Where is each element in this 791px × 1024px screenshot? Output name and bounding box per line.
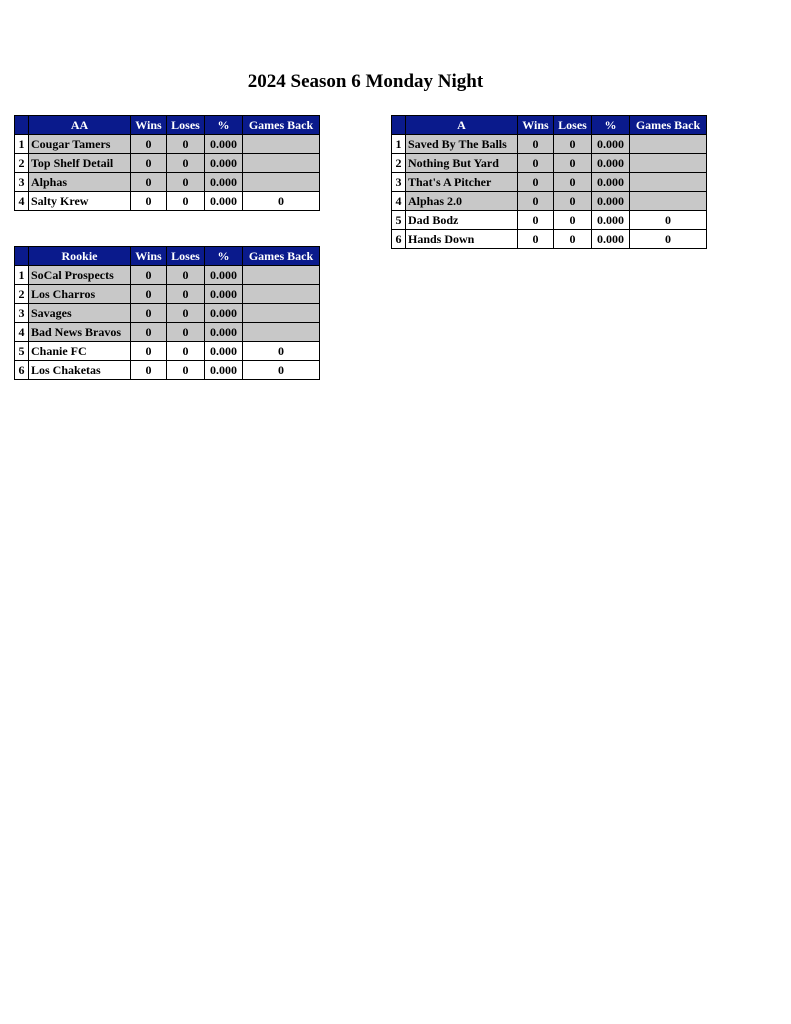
division-name: AA [29,116,131,135]
table-row [392,230,707,249]
pct-header: % [205,116,243,135]
loses-value: 0 [554,192,592,211]
table-row [392,211,707,230]
rank-cell: 3 [392,173,406,192]
pct-header: % [205,247,243,266]
pct-value: 0.000 [205,304,243,323]
team-name: Chanie FC [29,342,131,361]
wins-header: Wins [131,116,167,135]
team-name: Alphas 2.0 [406,192,518,211]
rank-cell: 4 [15,192,29,211]
rank-cell: 1 [15,135,29,154]
wins-value: 0 [518,211,554,230]
table-row [15,285,320,304]
rank-cell: 4 [15,323,29,342]
loses-value: 0 [554,135,592,154]
pct-value: 0.000 [205,173,243,192]
pct-value: 0.000 [205,323,243,342]
games-back-value [243,266,320,285]
loses-header: Loses [554,116,592,135]
table-row [15,173,320,192]
rank-header [15,116,29,135]
loses-value: 0 [167,361,205,380]
team-name: Salty Krew [29,192,131,211]
rank-cell: 2 [15,285,29,304]
table-header-row [392,116,707,135]
loses-header: Loses [167,116,205,135]
team-name: Nothing But Yard [406,154,518,173]
wins-value: 0 [518,173,554,192]
table-row [392,173,707,192]
team-name: Savages [29,304,131,323]
table-header-row [15,116,320,135]
pct-value: 0.000 [592,154,630,173]
team-name: Hands Down [406,230,518,249]
team-name: Saved By The Balls [406,135,518,154]
table-row [15,342,320,361]
division-name: Rookie [29,247,131,266]
games-back-value: 0 [243,342,320,361]
rank-cell: 3 [15,173,29,192]
table-row [392,135,707,154]
team-name: Cougar Tamers [29,135,131,154]
games-back-value [243,173,320,192]
games-back-value [630,154,707,173]
games-back-value: 0 [243,361,320,380]
team-name: Dad Bodz [406,211,518,230]
loses-value: 0 [554,154,592,173]
division-name: A [406,116,518,135]
wins-value: 0 [131,285,167,304]
table-header-row [15,247,320,266]
games-back-value [630,173,707,192]
games-back-value [243,323,320,342]
loses-value: 0 [167,304,205,323]
table-row [392,154,707,173]
pct-value: 0.000 [205,135,243,154]
team-name: SoCal Prospects [29,266,131,285]
wins-value: 0 [131,154,167,173]
wins-value: 0 [518,154,554,173]
team-name: Alphas [29,173,131,192]
standings-table-a [391,115,707,249]
rank-cell: 5 [392,211,406,230]
wins-value: 0 [131,304,167,323]
team-name: That's A Pitcher [406,173,518,192]
games-back-value [243,304,320,323]
games-back-value [243,154,320,173]
rank-cell: 1 [392,135,406,154]
loses-value: 0 [554,230,592,249]
loses-value: 0 [167,266,205,285]
table-row [15,323,320,342]
team-name: Top Shelf Detail [29,154,131,173]
standings-table-rookie [14,246,320,380]
pct-value: 0.000 [205,154,243,173]
rank-cell: 1 [15,266,29,285]
rank-cell: 6 [392,230,406,249]
loses-value: 0 [167,135,205,154]
pct-value: 0.000 [205,192,243,211]
games-back-header: Games Back [630,116,707,135]
loses-value: 0 [167,192,205,211]
team-name: Los Chaketas [29,361,131,380]
games-back-value [243,135,320,154]
wins-value: 0 [131,135,167,154]
table-row [15,304,320,323]
pct-value: 0.000 [205,266,243,285]
table-row [15,192,320,211]
games-back-header: Games Back [243,116,320,135]
table-row [15,266,320,285]
loses-value: 0 [167,342,205,361]
rank-cell: 2 [15,154,29,173]
rank-cell: 4 [392,192,406,211]
wins-value: 0 [518,135,554,154]
pct-value: 0.000 [205,342,243,361]
wins-header: Wins [518,116,554,135]
wins-header: Wins [131,247,167,266]
wins-value: 0 [131,323,167,342]
table-row [15,154,320,173]
rank-header [15,247,29,266]
loses-value: 0 [167,323,205,342]
rank-cell: 5 [15,342,29,361]
page-title: 2024 Season 6 Monday Night [247,71,484,92]
pct-value: 0.000 [205,361,243,380]
wins-value: 0 [131,266,167,285]
wins-value: 0 [131,173,167,192]
wins-value: 0 [518,192,554,211]
wins-value: 0 [131,192,167,211]
team-name: Bad News Bravos [29,323,131,342]
games-back-header: Games Back [243,247,320,266]
pct-header: % [592,116,630,135]
loses-value: 0 [167,154,205,173]
wins-value: 0 [518,230,554,249]
games-back-value [243,285,320,304]
pct-value: 0.000 [592,173,630,192]
loses-header: Loses [167,247,205,266]
pct-value: 0.000 [205,285,243,304]
wins-value: 0 [131,361,167,380]
pct-value: 0.000 [592,230,630,249]
games-back-value [630,135,707,154]
table-row [392,192,707,211]
loses-value: 0 [167,173,205,192]
loses-value: 0 [554,173,592,192]
loses-value: 0 [167,285,205,304]
rank-cell: 6 [15,361,29,380]
standings-table-aa [14,115,320,211]
games-back-value: 0 [630,230,707,249]
pct-value: 0.000 [592,135,630,154]
pct-value: 0.000 [592,192,630,211]
table-row [15,135,320,154]
pct-value: 0.000 [592,211,630,230]
wins-value: 0 [131,342,167,361]
rank-cell: 3 [15,304,29,323]
table-row [15,361,320,380]
team-name: Los Charros [29,285,131,304]
rank-header [392,116,406,135]
games-back-value [630,192,707,211]
rank-cell: 2 [392,154,406,173]
loses-value: 0 [554,211,592,230]
games-back-value: 0 [630,211,707,230]
games-back-value: 0 [243,192,320,211]
